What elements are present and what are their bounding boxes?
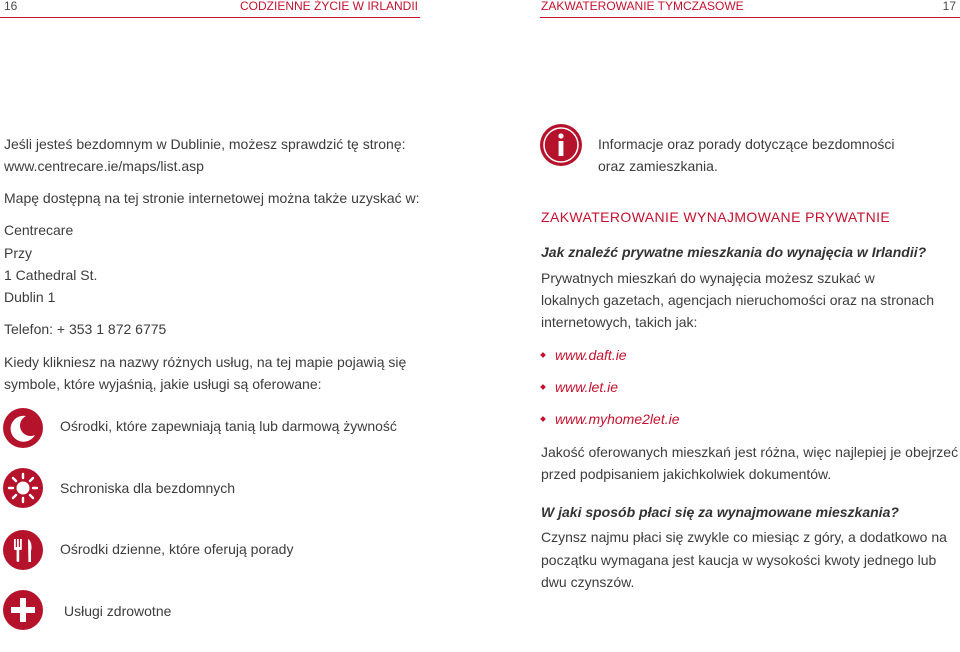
address-line: Dublin 1 bbox=[4, 289, 56, 305]
answer-text: Czynsz najmu płaci się zwykle co miesiąc z góry, a dodatkowo na bbox=[541, 529, 947, 545]
right-page-header bbox=[540, 0, 960, 18]
link-let[interactable]: www.let.ie bbox=[541, 376, 618, 398]
answer-text: internetowych, takich jak: bbox=[541, 314, 698, 330]
answer-text: Prywatnych mieszkań do wynajęcia możesz szukać w bbox=[541, 270, 875, 286]
info-text: Informacje oraz porady dotyczące bezdomności bbox=[598, 136, 895, 152]
address-line: Przy bbox=[4, 245, 32, 261]
service-label-day-centres: Ośrodki dzienne, które oferują porady bbox=[60, 541, 294, 557]
right-running-title: ZAKWATEROWANIE TYMCZASOWE bbox=[541, 0, 744, 13]
link-myhome2let[interactable]: www.myhome2let.ie bbox=[541, 408, 680, 430]
service-label-shelters: Schroniska dla bezdomnych bbox=[60, 480, 236, 496]
info-text: oraz zamieszkania. bbox=[598, 158, 718, 174]
address-line: 1 Cathedral St. bbox=[4, 267, 98, 283]
info-icon bbox=[540, 124, 582, 166]
map-availability-text: Mapę dostępną na tej stronie internetowej można także uzyskać w: bbox=[4, 190, 420, 206]
moon-icon bbox=[3, 408, 43, 448]
answer-text: lokalnych gazetach, agencjach nieruchomości oraz na stronach bbox=[541, 292, 935, 308]
left-running-title: CODZIENNE ŻYCIE W IRLANDII bbox=[239, 0, 418, 13]
address-line: Centrecare bbox=[4, 222, 74, 238]
fork-knife-icon bbox=[3, 530, 43, 570]
plus-icon bbox=[3, 590, 43, 630]
right-page-number: 17 bbox=[942, 0, 956, 13]
map-symbols-text: symbole, które wyjaśnią, jakie usługi są oferowane: bbox=[4, 376, 322, 392]
answer-text: początku wymagana jest kaucja w wysokości kwoty jednego lub bbox=[541, 552, 937, 568]
section-heading: ZAKWATEROWANIE WYNAJMOWANE PRYWATNIE bbox=[541, 209, 891, 225]
answer-text: dwu czynszów. bbox=[541, 574, 635, 590]
map-symbols-text: Kiedy klikniesz na nazwy różnych usług, na tej mapie pojawią się bbox=[4, 354, 407, 370]
centrecare-link[interactable]: www.centrecare.ie/maps/list.asp bbox=[4, 158, 204, 174]
link-daft[interactable]: www.daft.ie bbox=[541, 344, 627, 366]
quality-text: przed podpisaniem jakichkolwiek dokumentów. bbox=[541, 466, 832, 482]
sun-icon bbox=[3, 468, 43, 508]
phone-text: Telefon: + 353 1 872 6775 bbox=[4, 321, 167, 337]
left-page-header bbox=[0, 0, 420, 18]
intro-text: Jeśli jesteś bezdomnym w Dublinie, możesz sprawdzić tę stronę: bbox=[4, 136, 406, 152]
service-label-health: Usługi zdrowotne bbox=[64, 603, 172, 619]
service-label-food: Ośrodki, które zapewniają tanią lub darmową żywność bbox=[60, 418, 397, 434]
quality-text: Jakość oferowanych mieszkań jest różna, więc najlepiej je obejrzeć bbox=[541, 444, 959, 460]
question-find-rentals: Jak znaleźć prywatne mieszkania do wynajęcia w Irlandii? bbox=[541, 244, 927, 260]
question-payment: W jaki sposób płaci się za wynajmowane mieszkania? bbox=[541, 504, 899, 520]
left-page-number: 16 bbox=[4, 0, 18, 13]
